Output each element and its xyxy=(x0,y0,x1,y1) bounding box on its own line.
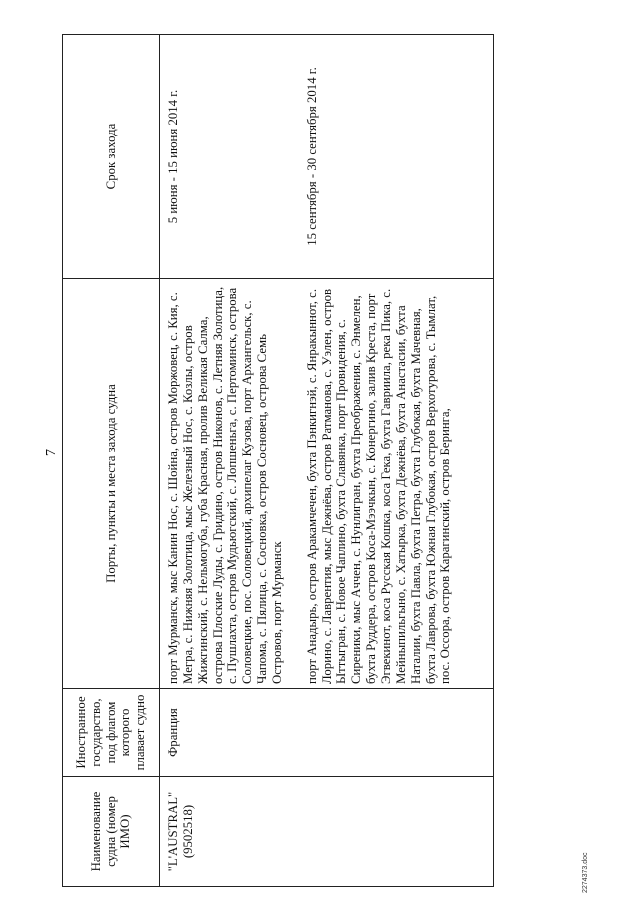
ship-cell xyxy=(160,777,301,887)
document-code: 2274373.doc xyxy=(582,852,589,893)
flag-state xyxy=(301,689,494,777)
header-ship-name: Наименование судна (номер ИМО) xyxy=(63,777,160,887)
table-header-row xyxy=(63,35,160,887)
header-call-period: Срок захода xyxy=(63,35,160,279)
header-flag-state: Иностранное государство, под флагом которого плавает судно xyxy=(63,689,160,777)
ship-name: "L'AUSTRAL" xyxy=(166,791,180,872)
ships-table xyxy=(62,34,494,887)
page-number: 7 xyxy=(44,449,59,456)
ports-list: порт Мурманск, мыс Канин Нос, с. Шойна, остров Моржовец, с. Кия, с. Мегра, с. Нижняя Золотица, мыс Железный Нос, с. Козлы, остров Жижгинский, с. Нельмогуба, губа Красная, пролив Великая Салма, острова Плоские Луды, с. Гридино, остров Никонов, с. Летняя Золотица, с. Пушлахта, остров Мудьюгский, с. Лопшеньга, с. Пертоминск, острова Соловецкие, пос. Соловецкий, архипелаг Кузова, порт Архангельск, с. Чапома, с. Пялица, с. Сосновка, остров Сосновец, острова Семь Островов, порт Мурманск xyxy=(160,279,301,689)
ship-imo: (9502518) xyxy=(180,804,195,859)
header-ports: Порты, пункты и места захода судна xyxy=(63,279,160,689)
flag-state: Франция xyxy=(160,689,301,777)
ship-cell xyxy=(301,777,494,887)
call-period: 15 сентября - 30 сентября 2014 г. xyxy=(301,35,494,279)
ports-list: порт Анадырь, остров Аракамчечен, бухта Пэнкигнэй, с. Янракыннот, с. Лорино, с. Лаврентия, мыс Дежнёва, остров Ратманова, с. Уэлен, остров Ыттыгран, с. Новое Чаплино, бухта Славянка, порт Провидения, с. Сиреники, мыс Аччен, с. Нунлигран, бухта Преображения, с. Энмелен, бухта Руддера, остров Коса-Мээчкын, с. Конергино, залив Креста, порт Эгвекинот, коса Русская Кошка, коса Гека, бухта Гавриила, река Пика, с. Мейныпильгыно, с. Хатырка, бухта Дежнёва, бухта Анастасии, бухта Наталии, бухта Павла, бухта Петра, бухта Глубокая, бухта Мачевная, бухта Лаврова, бухта Южная Глубокая, остров Верхотурова, с. Тымлат, пос. Оссора, остров Карагинский, остров Беринга, xyxy=(301,279,494,689)
table-row xyxy=(301,35,494,887)
call-period: 5 июня - 15 июня 2014 г. xyxy=(160,35,301,279)
table-row xyxy=(160,35,301,887)
